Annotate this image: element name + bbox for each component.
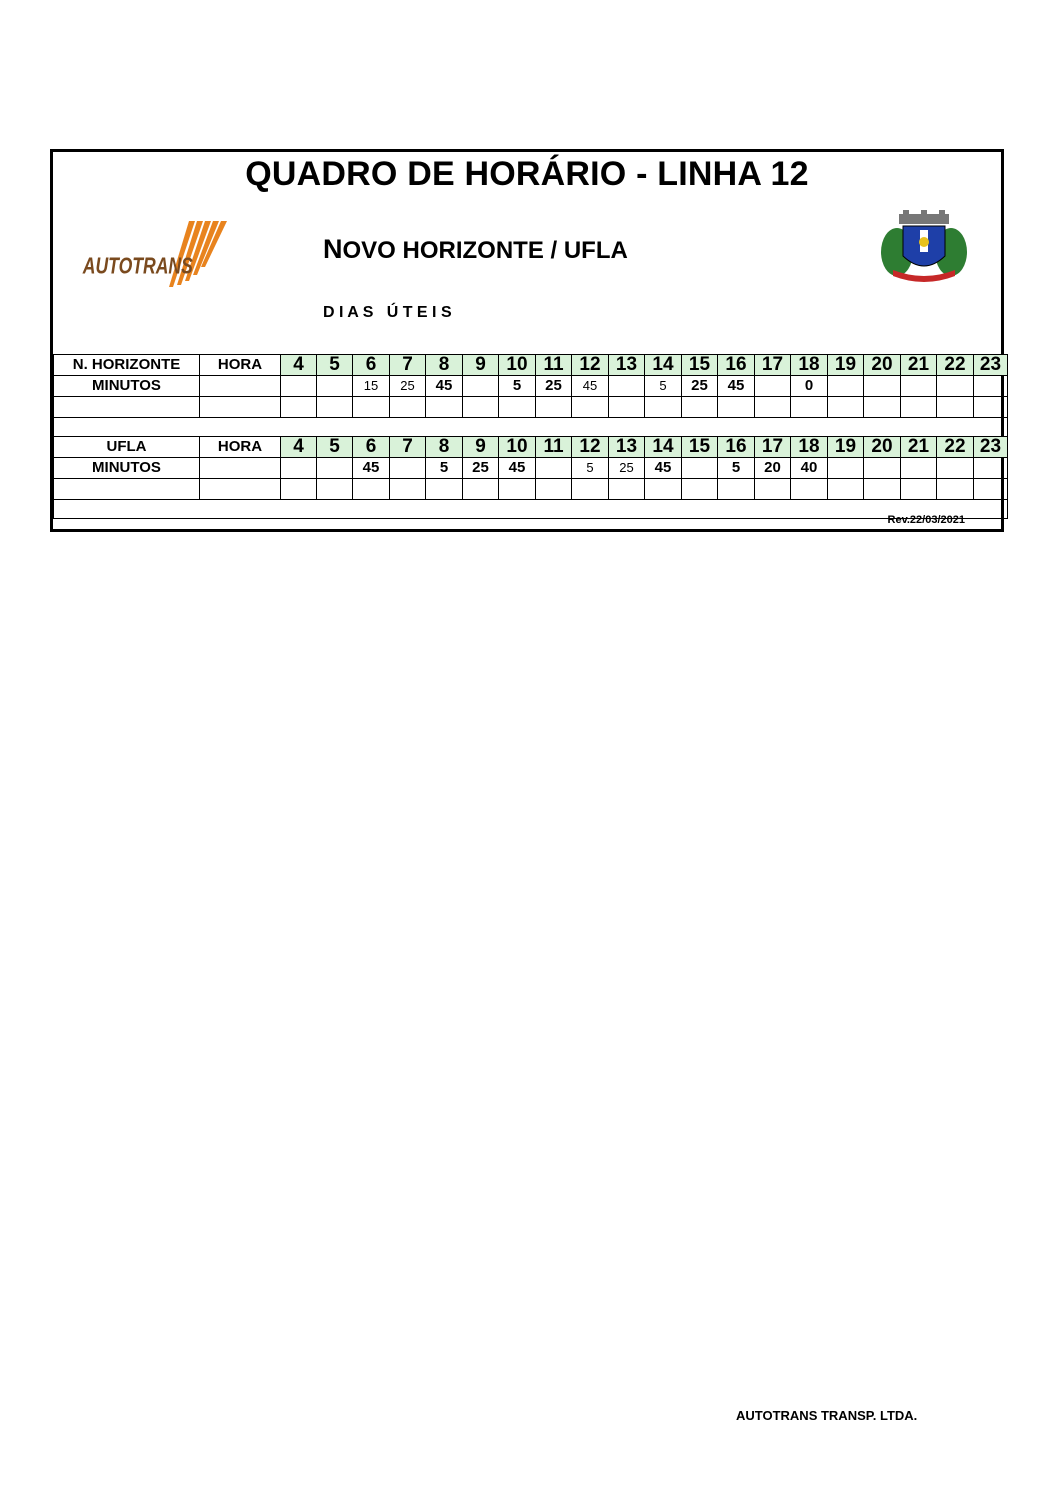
minute-cell: 45 — [645, 458, 682, 479]
empty-cell — [353, 397, 390, 418]
hour-cell: 11 — [536, 437, 572, 458]
hour-cell: 22 — [937, 437, 974, 458]
empty-cell — [645, 479, 682, 500]
hour-cell: 8 — [426, 355, 463, 376]
minute-cell — [864, 376, 901, 397]
empty-cell — [463, 397, 499, 418]
empty-cell — [609, 479, 645, 500]
minute-cell — [463, 376, 499, 397]
minute-cell: 20 — [755, 458, 791, 479]
minutos-label: MINUTOS — [54, 376, 200, 397]
hour-cell: 20 — [864, 437, 901, 458]
hour-cell: 10 — [499, 437, 536, 458]
block2-minutes-row — [54, 458, 1008, 479]
empty-cell — [609, 397, 645, 418]
hour-cell: 5 — [317, 437, 353, 458]
empty-cell — [901, 397, 937, 418]
empty-cell — [317, 397, 353, 418]
block2-hour-row — [54, 437, 1008, 458]
company-footer: AUTOTRANS TRANSP. LTDA. — [736, 1408, 918, 1423]
hour-cell: 13 — [609, 355, 645, 376]
empty-cell — [499, 397, 536, 418]
empty-cell — [645, 397, 682, 418]
hour-cell: 9 — [463, 437, 499, 458]
minute-cell: 5 — [718, 458, 755, 479]
hour-cell: 23 — [974, 437, 1008, 458]
minute-cell — [755, 376, 791, 397]
empty-cell — [390, 397, 426, 418]
empty-cell — [390, 479, 426, 500]
minute-cell — [937, 376, 974, 397]
empty-cell — [828, 479, 864, 500]
hour-cell: 7 — [390, 355, 426, 376]
minute-cell — [317, 458, 353, 479]
hour-cell: 18 — [791, 355, 828, 376]
empty-cell — [499, 479, 536, 500]
minute-cell — [901, 458, 937, 479]
minute-cell: 5 — [499, 376, 536, 397]
empty-cell — [791, 479, 828, 500]
hour-cell: 8 — [426, 437, 463, 458]
bottom-row — [54, 500, 1008, 519]
block2-blank-row — [54, 479, 1008, 500]
minute-cell: 25 — [463, 458, 499, 479]
minute-cell: 25 — [682, 376, 718, 397]
minute-cell: 25 — [609, 458, 645, 479]
hour-cell: 11 — [536, 355, 572, 376]
hour-cell: 22 — [937, 355, 974, 376]
minute-cell: 25 — [536, 376, 572, 397]
hour-cell: 12 — [572, 355, 609, 376]
schedule-frame — [50, 149, 1004, 532]
empty-cell — [974, 397, 1008, 418]
minute-cell — [536, 458, 572, 479]
hour-cell: 15 — [682, 355, 718, 376]
hour-cell: 19 — [828, 437, 864, 458]
empty-cell — [200, 376, 281, 397]
empty-cell — [864, 479, 901, 500]
empty-cell — [755, 479, 791, 500]
minute-cell — [390, 458, 426, 479]
minute-cell: 45 — [499, 458, 536, 479]
empty-cell — [536, 397, 572, 418]
minute-cell — [937, 458, 974, 479]
page-title: QUADRO DE HORÁRIO - LINHA 12 — [245, 155, 809, 193]
hour-cell: 5 — [317, 355, 353, 376]
empty-cell — [572, 479, 609, 500]
hour-cell: 23 — [974, 355, 1008, 376]
minute-cell — [281, 376, 317, 397]
empty-cell — [426, 479, 463, 500]
hour-cell: 16 — [718, 437, 755, 458]
hora-label: HORA — [200, 355, 281, 376]
hour-cell: 21 — [901, 355, 937, 376]
minute-cell: 5 — [572, 458, 609, 479]
empty-cell — [937, 479, 974, 500]
hour-cell: 16 — [718, 355, 755, 376]
empty-cell — [901, 479, 937, 500]
route-rest: OVO HORIZONTE / UFLA — [342, 237, 628, 264]
empty-cell — [426, 397, 463, 418]
empty-cell — [682, 479, 718, 500]
autotrans-logo — [81, 215, 231, 295]
empty-cell — [463, 479, 499, 500]
empty-cell — [974, 479, 1008, 500]
schedule-table — [53, 354, 1008, 519]
empty-cell — [200, 397, 281, 418]
hour-cell: 21 — [901, 437, 937, 458]
minute-cell — [974, 458, 1008, 479]
minute-cell: 25 — [390, 376, 426, 397]
empty-cell — [353, 479, 390, 500]
block1-blank-row — [54, 397, 1008, 418]
hour-cell: 4 — [281, 437, 317, 458]
empty-cell — [937, 397, 974, 418]
minute-cell — [281, 458, 317, 479]
autotrans-logo-text: AUTOTRANS — [82, 253, 193, 280]
empty-cell — [791, 397, 828, 418]
empty-cell — [718, 479, 755, 500]
hour-cell: 17 — [755, 355, 791, 376]
minute-cell — [317, 376, 353, 397]
hour-cell: 14 — [645, 355, 682, 376]
minute-cell — [828, 376, 864, 397]
hour-cell: 18 — [791, 437, 828, 458]
minute-cell: 5 — [645, 376, 682, 397]
empty-cell — [572, 397, 609, 418]
separator-cell — [54, 418, 1008, 437]
empty-cell — [54, 397, 200, 418]
empty-cell — [828, 397, 864, 418]
minute-cell: 45 — [426, 376, 463, 397]
minute-cell — [901, 376, 937, 397]
empty-cell — [200, 458, 281, 479]
empty-cell — [755, 397, 791, 418]
minutos-label: MINUTOS — [54, 458, 200, 479]
minute-cell: 0 — [791, 376, 828, 397]
coat-of-arms-icon — [875, 210, 973, 284]
empty-cell — [54, 479, 200, 500]
revision-date: Rev.22/03/2021 — [887, 514, 965, 526]
hour-cell: 9 — [463, 355, 499, 376]
empty-cell — [682, 397, 718, 418]
hour-cell: 4 — [281, 355, 317, 376]
minute-cell — [609, 376, 645, 397]
hour-cell: 17 — [755, 437, 791, 458]
block1-hour-row — [54, 355, 1008, 376]
minute-cell — [682, 458, 718, 479]
route-name — [323, 234, 628, 265]
empty-cell — [281, 479, 317, 500]
hour-cell: 20 — [864, 355, 901, 376]
hour-cell: 6 — [353, 437, 390, 458]
origin-label: N. HORIZONTE — [54, 355, 200, 376]
minute-cell: 45 — [572, 376, 609, 397]
empty-cell — [200, 479, 281, 500]
days-label: D I A S Ú T E I S — [323, 304, 452, 321]
hora-label: HORA — [200, 437, 281, 458]
hour-cell: 15 — [682, 437, 718, 458]
minute-cell — [828, 458, 864, 479]
minute-cell: 45 — [353, 458, 390, 479]
hour-cell: 10 — [499, 355, 536, 376]
minute-cell: 45 — [718, 376, 755, 397]
empty-cell — [864, 397, 901, 418]
empty-cell — [281, 397, 317, 418]
bottom-cell — [54, 500, 1008, 519]
empty-cell — [536, 479, 572, 500]
origin-label: UFLA — [54, 437, 200, 458]
hour-cell: 13 — [609, 437, 645, 458]
hour-cell: 12 — [572, 437, 609, 458]
minute-cell: 40 — [791, 458, 828, 479]
minute-cell: 15 — [353, 376, 390, 397]
minute-cell — [864, 458, 901, 479]
separator-row — [54, 418, 1008, 437]
minute-cell: 5 — [426, 458, 463, 479]
empty-cell — [718, 397, 755, 418]
minute-cell — [974, 376, 1008, 397]
empty-cell — [317, 479, 353, 500]
hour-cell: 14 — [645, 437, 682, 458]
block1-minutes-row — [54, 376, 1008, 397]
hour-cell: 7 — [390, 437, 426, 458]
hour-cell: 19 — [828, 355, 864, 376]
hour-cell: 6 — [353, 355, 390, 376]
route-first-letter: N — [323, 234, 343, 264]
